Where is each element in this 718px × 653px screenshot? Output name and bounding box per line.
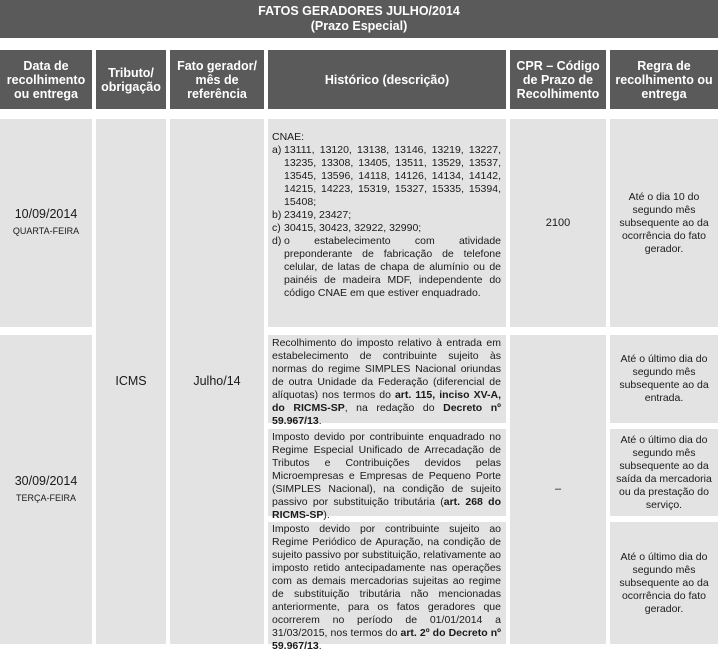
- weekday-label: QUARTA-FEIRA: [12, 226, 80, 236]
- header-historico: Histórico (descrição): [268, 50, 506, 109]
- header-cpr: CPR – Código de Prazo de Recolhimento: [510, 50, 606, 109]
- date-value: 10/09/2014: [14, 207, 78, 221]
- list-item: c) 30415, 30423, 32922, 32990;: [272, 222, 422, 234]
- table-title-main: FATOS GERADORES JULHO/2014: [258, 4, 460, 18]
- tributo-cell: ICMS: [96, 119, 166, 644]
- legal-reference: Decreto nº 59.967/13: [272, 402, 501, 427]
- header-regra: Regra de recolhimento ou entrega: [610, 50, 718, 109]
- legal-reference: art. 115, inciso XV-A, do RICMS-SP: [272, 389, 501, 414]
- regra-cell-1: Até o dia 10 do segundo mês subsequente ao da ocorrência do fato gerador.: [610, 119, 718, 327]
- date-cell-1: [0, 119, 92, 327]
- historico-cell-4: Imposto devido por contribuinte sujeito ao Regime Periódico de Apuração, na condição de sujeito passivo por substituição, relativamente ao imposto retido antecipadamente nas operações com as demais mercadorias sujeitas ao regime de substituição tributária não mencionadas anteriormente, para os fatos geradores que ocorrerem no período de 01/01/2014 a 31/03/2015, nos termos do art. 2º do Decreto nº 59.967/13.: [268, 522, 506, 644]
- legal-reference: art. 268 do RICMS-SP: [272, 496, 501, 521]
- cpr-cell-2: –: [510, 335, 606, 644]
- weekday-label: TERÇA-FEIRA: [15, 492, 76, 503]
- date-value: 30/09/2014: [14, 473, 78, 488]
- regra-cell-3: Até o último dia do segundo mês subsequente ao da saída da mercadoria ou da prestação do serviço.: [610, 429, 718, 516]
- table-title: [0, 0, 718, 38]
- date-cell-2: [0, 335, 92, 644]
- cnae-label: CNAE:: [272, 131, 305, 143]
- header-fato-gerador: Fato gerador/ mês de referência: [170, 50, 264, 109]
- historico-cell-1: [268, 119, 506, 327]
- cpr-cell-1: 2100: [510, 119, 606, 327]
- historico-cell-2: Recolhimento do imposto relativo à entrada em estabelecimento de contribuinte sujeito às normas do regime SIMPLES Nacional oriundas de outra Unidade da Federação (diferencial de alíquotas) nos termos do art. 115, inciso XV-A, do RICMS-SP, na redação do Decreto nº 59.967/13.: [268, 335, 506, 423]
- list-item: a) 13111, 13120, 13138, 13146, 13219, 13227, 13235, 13308, 13405, 13511, 13529, 13537, 13545, 13596, 14118, 14126, 14134, 14142, 14215, 14223, 15319, 15327, 15335, 15394, 15408;: [272, 144, 501, 208]
- fato-gerador-cell: Julho/14: [170, 119, 264, 644]
- list-item: b) 23419, 23427;: [272, 209, 352, 221]
- regra-cell-2: Até o último dia do segundo mês subsequente ao da entrada.: [610, 335, 718, 423]
- cnae-list: [272, 144, 501, 300]
- historico-cell-3: Imposto devido por contribuinte enquadrado no Regime Especial Unificado de Arrecadação de Tributos e Contribuições devidos pelas Microempresas e Empresas de Pequeno Porte (SIMPLES Nacional), na condição de sujeito passivo por substituição tributária (art. 268 do RICMS-SP).: [268, 429, 506, 516]
- header-data-recolhimento: Data de recolhimento ou entrega: [0, 50, 92, 109]
- header-tributo: Tributo/ obrigação: [96, 50, 166, 109]
- table-title-sub: (Prazo Especial): [310, 19, 408, 33]
- list-item: d) o estabelecimento com atividade preponderante de fabricação de telefone celular, de latas de chapa de alumínio ou de painéis de madeira MDF, independente do código CNAE em que estiver enquadrado.: [272, 235, 501, 299]
- legal-reference: art. 2º do Decreto nº 59.967/13: [272, 627, 501, 652]
- regra-cell-4: Até o último dia do segundo mês subsequente ao da ocorrência do fato gerador.: [610, 522, 718, 644]
